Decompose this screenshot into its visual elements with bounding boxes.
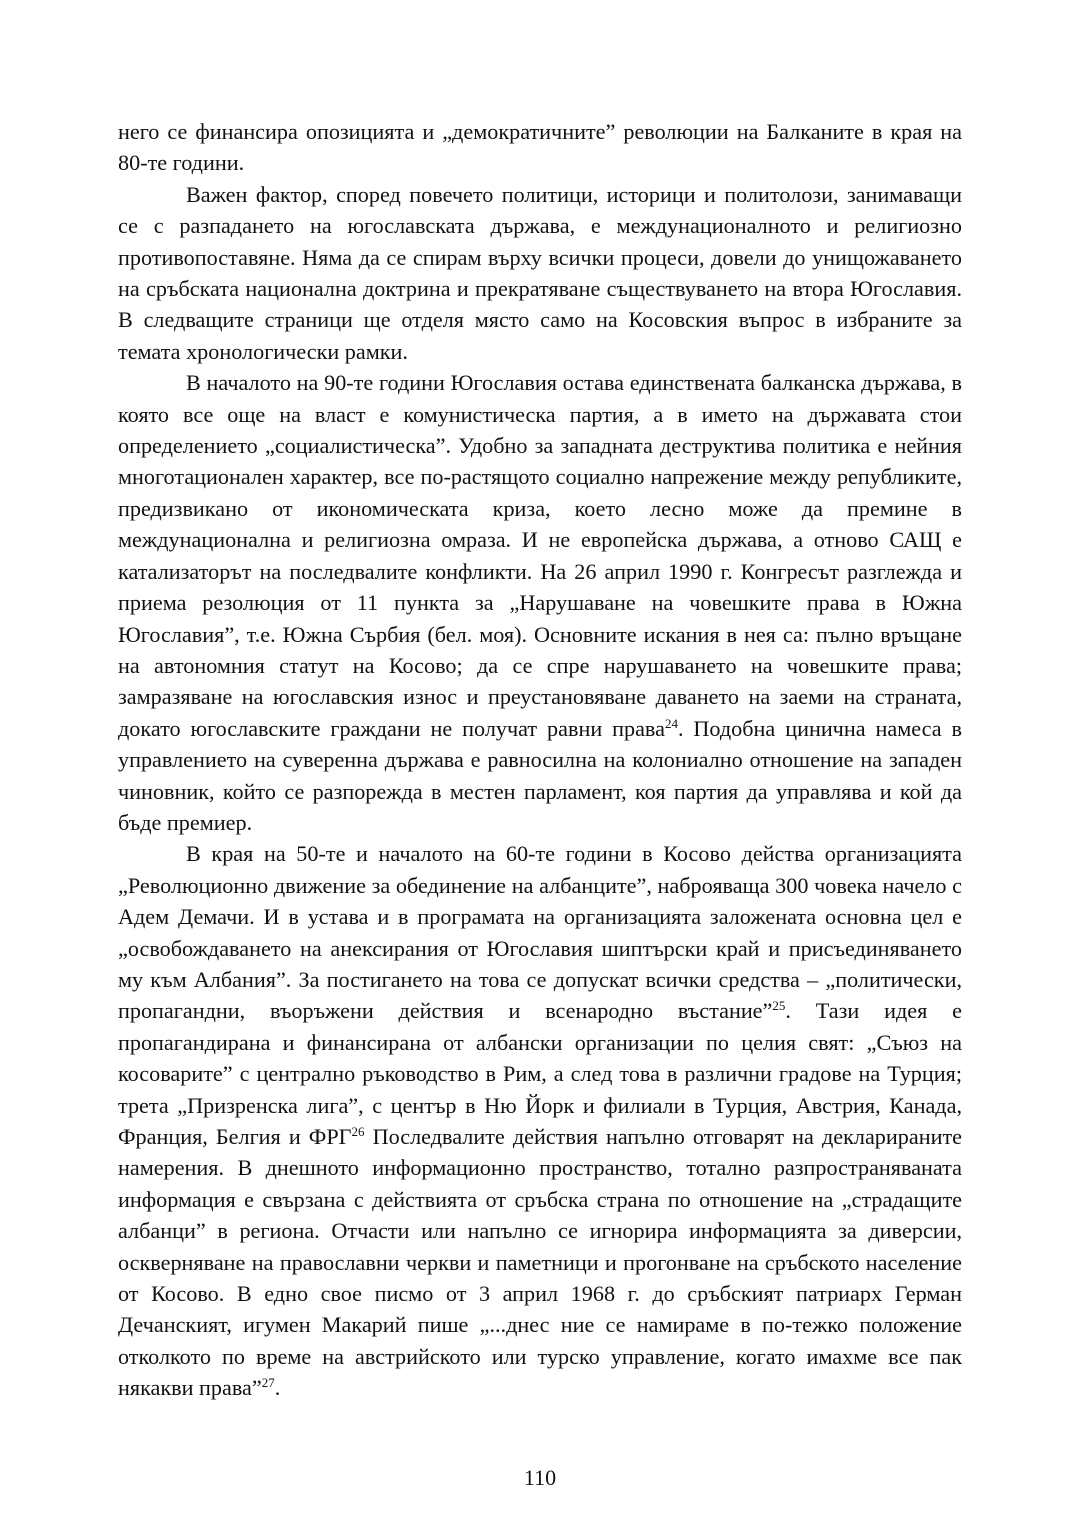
paragraph-3 [118, 367, 962, 838]
footnote-ref-24[interactable]: 24 [664, 715, 678, 731]
text-run: В началото на 90-те години Югославия остава единствената балканска държава, в която все още на власт е комунистическа партия, а в името на държавата стои определението „социалистическа”. Удобно за западната деструктива политика е нейния многотационален характер, все по-растящото социално напрежение между републиките, предизвикано от икономическата криза, което лесно може да премине в междунационална и религиозна омраза. И не европейска държава, а отново САЩ е катализаторът на последвалите конфликти. На 26 април 1990 г. Конгресът разглежда и приема резолюция от 11 пункта за „Нарушаване на човешките права в Южна Югославия”, т.е. Южна Сърбия (бел. моя). Основните искания в нея са: пълно връщане на автономния статут на Косово; да се спре нарушаването на човешките права; замразяване на югославския износ и преустановяване даването на заеми на страната, докато югославските граждани не получат равни права [118, 370, 962, 741]
paragraph-1 [118, 116, 962, 179]
body-text [118, 116, 962, 1404]
footnote-ref-25[interactable]: 25 [772, 998, 786, 1014]
page-number: 110 [523, 1465, 557, 1490]
text-run: него се финансира опозицията и „демократичните” революции на Балканите в края на 80-те години. [118, 119, 962, 176]
footnote-ref-26[interactable]: 26 [351, 1124, 365, 1139]
text-run: . [274, 1375, 281, 1401]
text-run: В края на 50-те и началото на 60-те години в Косово действа организацията „Революционно движение за обединение на албанците”, наброяваща 300 човека начело с Адем Демачи. И в устава и в програмата на организацията заложената основна цел е „освобождаването на анексирания от Югославия шиптърски край и присъединяването му към Албания”. За постигането на това се допускат всички средства – „политически, пропагандни, въоръжени действия и всенародно въстание” [118, 841, 962, 1024]
text-run: . Тази идея е пропагандирана и финансирана от албански организации по целия свят: „Съюз на косоварите” с централно ръководство в Рим, а след това в различни градове на Турция; трета „Призренска лига”, с център в Ню Йорк и филиали в Турция, Австрия, Канада, Франция, Белгия и ФРГ [118, 998, 962, 1149]
paragraph-2 [118, 179, 962, 367]
paragraph-4 [118, 838, 962, 1403]
text-run: . Подобна цинична намеса в управлението на суверенна държава е равносилна на колониално отношение на западен чиновник, който се разпорежда в местен парламент, коя партия да управлява и кой да бъде премиер. [118, 715, 962, 835]
footnote-ref-27[interactable]: 27 [261, 1375, 275, 1391]
text-run: Важен фактор, според повечето политици, историци и политолози, занимаващи се с разпадането на югославската държава, е междунационалното и религиозно противопоставяне. Няма да се спирам върху всички процеси, довели до унищожаването на сръбската национална доктрина и прекратяване съществуването на втора Югославия. В следващите страници ще отделя място само на Косовския въпрос в избраните за темата хронологически рамки. [118, 181, 962, 364]
text-run: Последвалите действия напълно отговарят на декларираните намерения. В днешното информационно пространство, тотално разпространяваната информация е свързана с действията от сръбска страна по отношение на „страдащите албанци” в региона. Отчасти или напълно се игнорира информацията за диверсии, оскверняване на православни черкви и паметници и прогонване на сръбското население от Косово. В едно свое писмо от 3 април 1968 г. до сръбският патриарх Герман Дечанският, игумен Макарий пише „...днес ние се намираме в по-тежко положение отколкото по време на австрийското или турско управление, когато имахме все пак някакви права” [118, 1124, 962, 1401]
